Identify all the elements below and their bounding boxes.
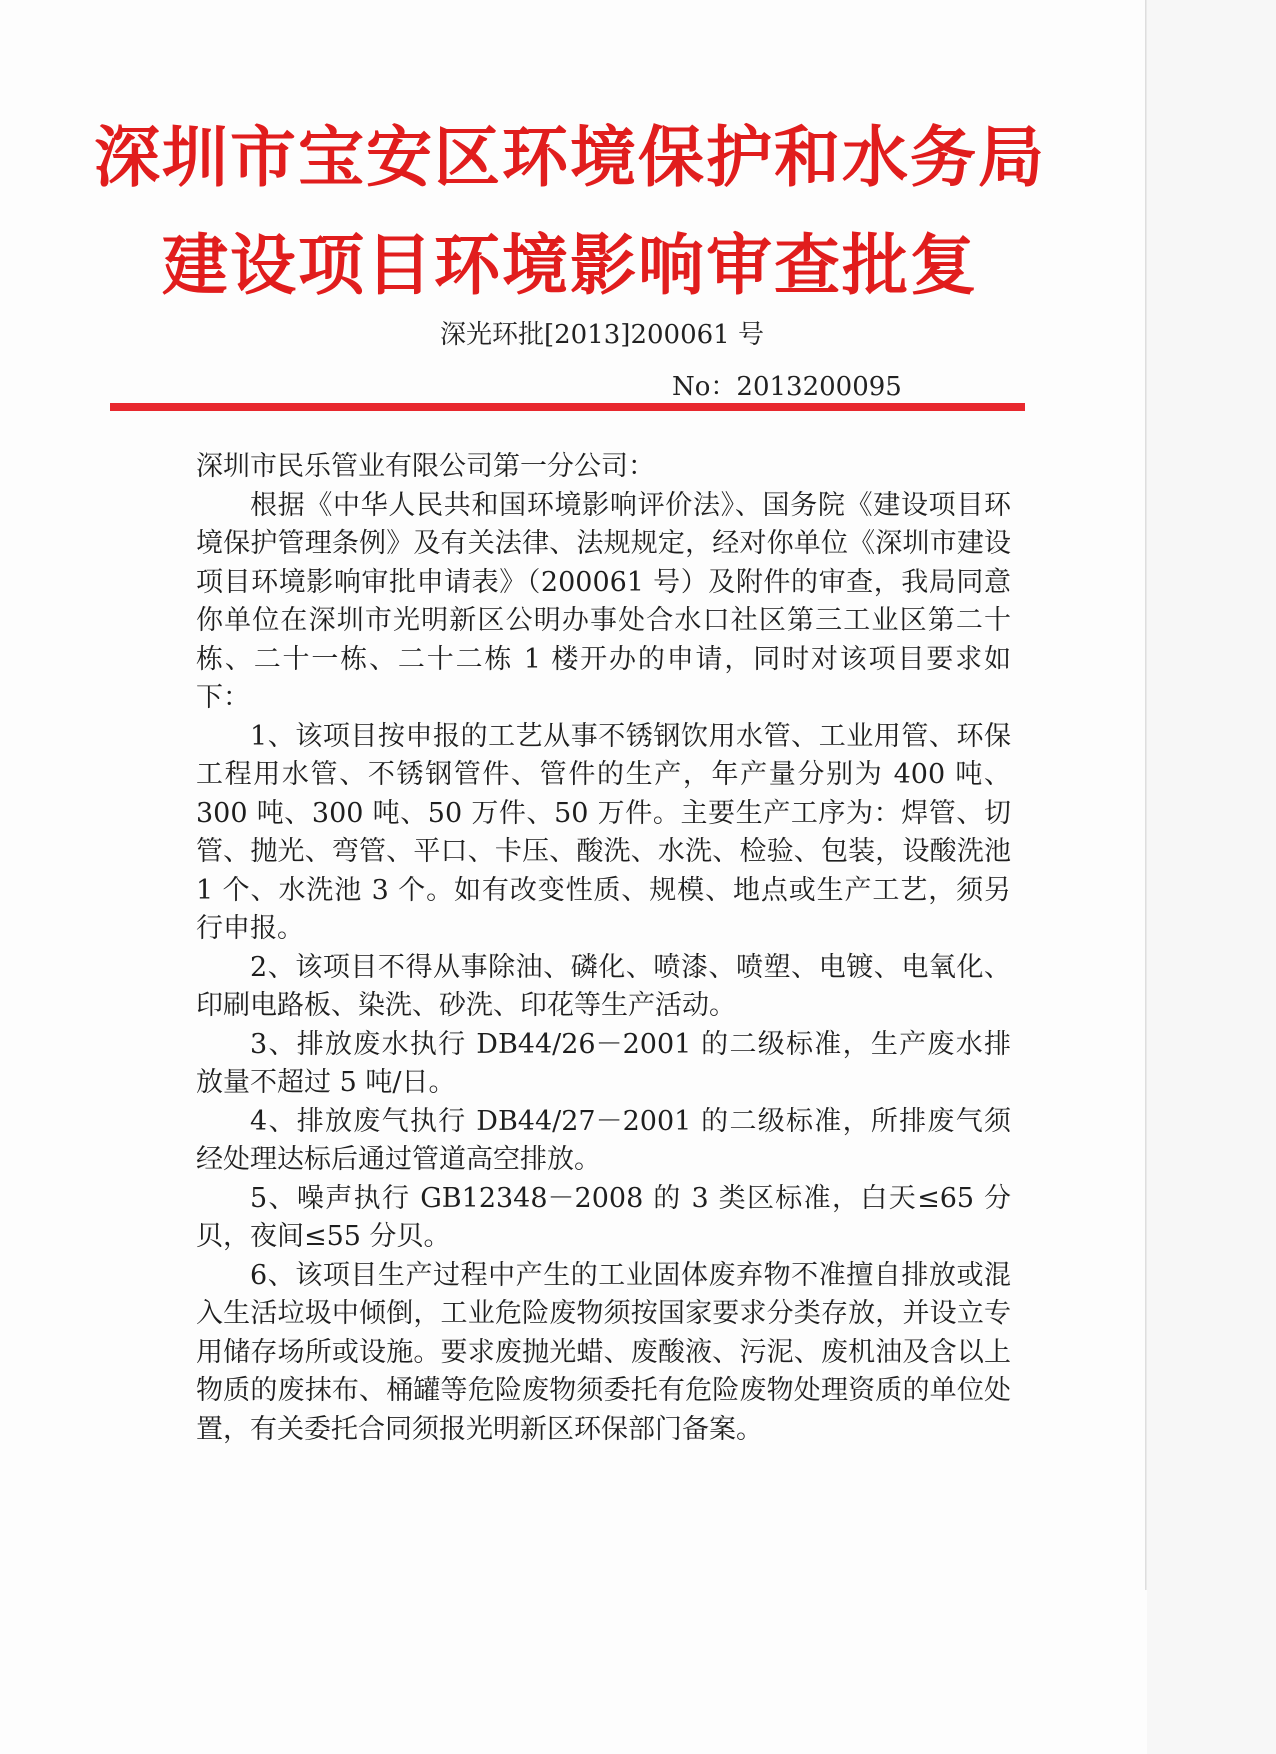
body-paragraph-requirement-2: 2、该项目不得从事除油、磷化、喷漆、喷塑、电镀、电氧化、印刷电路板、染洗、砂洗、印花等生产活动。: [196, 951, 1011, 1021]
body-paragraph-requirement-1: 1、该项目按申报的工艺从事不锈钢饮用水管、工业用管、环保工程用水管、不锈钢管件、管件的生产，年产量分别为 400 吨、300 吨、300 吨、50 万件、50 万件。主要生产工序为：焊管、切管、抛光、弯管、平口、卡压、酸洗、水洗、检验、包装，设酸洗池 1 个、水洗池 3 个。如有改变性质、规模、地点或生产工艺，须另行申报。: [196, 720, 1011, 944]
body-paragraph-intro: 根据《中华人民共和国环境影响评价法》、国务院《建设项目环境保护管理条例》及有关法律、法规规定，经对你单位《深圳市建设项目环境影响审批申请表》（200061 号）及附件的审查，我局同意你单位在深圳市光明新区公明办事处合水口社区第三工业区第二十栋、二十一栋、二十二栋 1 楼开办的申请，同时对该项目要求如下：: [196, 489, 1011, 713]
body-paragraph-requirement-6: 6、该项目生产过程中产生的工业固体废弃物不准擅自排放或混入生活垃圾中倾倒，工业危险废物须按国家要求分类存放，并设立专用储存场所或设施。要求废抛光蜡、废酸液、污泥、废机油及含以上物质的废抹布、桶罐等危险废物须委托有危险废物处理资质的单位处置，有关委托合同须报光明新区环保部门备案。: [196, 1259, 1011, 1445]
scan-margin-strip: [1147, 0, 1276, 1754]
document-title-line1: 深圳市宝安区环境保护和水务局: [94, 118, 1046, 196]
document-body: [196, 448, 1011, 1449]
body-paragraph-requirement-5: 5、噪声执行 GB12348－2008 的 3 类区标准，白天≤65 分贝，夜间≤55 分贝。: [196, 1182, 1011, 1252]
red-header-rule: [110, 403, 1025, 411]
addressee: 深圳市民乐管业有限公司第一分公司：: [196, 451, 655, 482]
body-paragraph-requirement-3: 3、排放废水执行 DB44/26－2001 的二级标准，生产废水排放量不超过 5 吨/日。: [196, 1028, 1011, 1098]
document-serial-number: No：2013200095: [672, 372, 902, 402]
document-reference-number: 深光环批[2013]200061 号: [440, 320, 764, 350]
body-paragraph-requirement-4: 4、排放废气执行 DB44/27－2001 的二级标准，所排废气须经处理达标后通过管道高空排放。: [196, 1105, 1011, 1175]
document-title-line2: 建设项目环境影响审查批复: [162, 226, 978, 304]
scan-fold-line: [1145, 0, 1147, 1590]
